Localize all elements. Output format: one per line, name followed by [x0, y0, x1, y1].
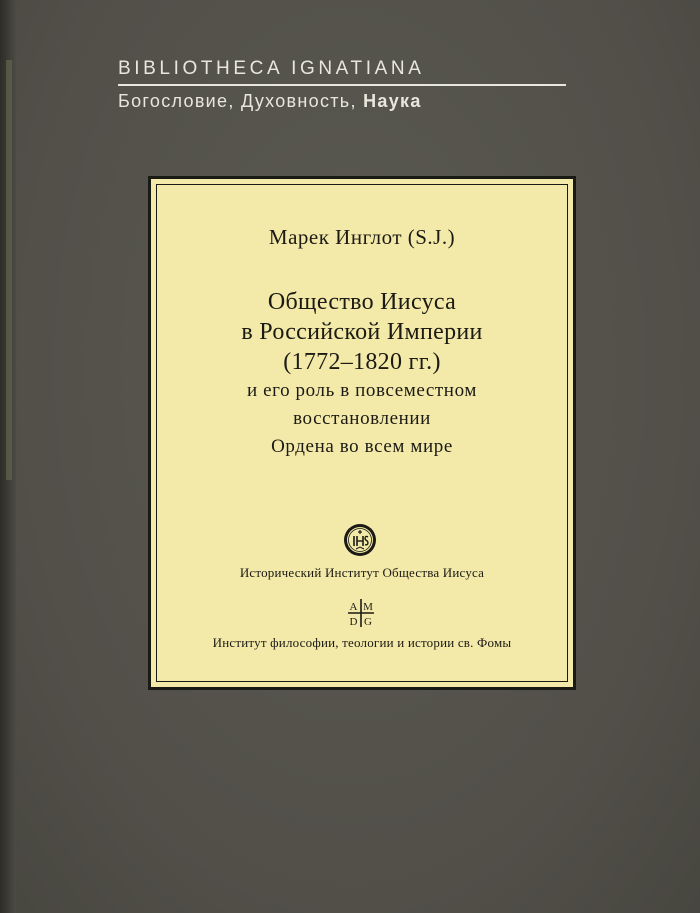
- amdg-letter-g: G: [364, 616, 372, 628]
- series-latin-title: BIBLIOTHECA IGNATIANA: [118, 58, 425, 79]
- title-line-5: восстановлении: [293, 408, 431, 429]
- author-name: Марек Инглот (S.J.): [268, 225, 456, 249]
- amdg-letter-m: M: [363, 601, 373, 613]
- title-line-1: Общество Иисуса: [267, 289, 457, 315]
- title-panel: [148, 176, 576, 690]
- series-divider: [118, 84, 566, 86]
- amdg-letter-d: D: [349, 616, 358, 628]
- title-line-4: и его роль в повсеместном: [247, 380, 477, 401]
- title-line-3: (1772–1820 гг.): [283, 349, 441, 375]
- title-line-6: Ордена во всем мире: [271, 436, 453, 457]
- amdg-letter-a: A: [349, 601, 358, 613]
- publisher-institute-1: Исторический Институт Общества Иисуса: [239, 565, 485, 580]
- series-header: [118, 58, 588, 112]
- series-russian-prefix: Богословие, Духовность,: [118, 91, 357, 111]
- title-line-2: в Российской Империи: [241, 319, 483, 345]
- series-russian-bold: Наука: [363, 91, 422, 111]
- book-title: [151, 287, 573, 461]
- spine-highlight: [6, 60, 12, 480]
- publisher-institute-2: Институт философии, теологии и истории св. Фомы: [212, 635, 512, 650]
- series-russian-subtitle: [118, 91, 588, 112]
- amdg-cross-icon: [347, 598, 375, 628]
- ihs-seal-icon: [343, 523, 377, 557]
